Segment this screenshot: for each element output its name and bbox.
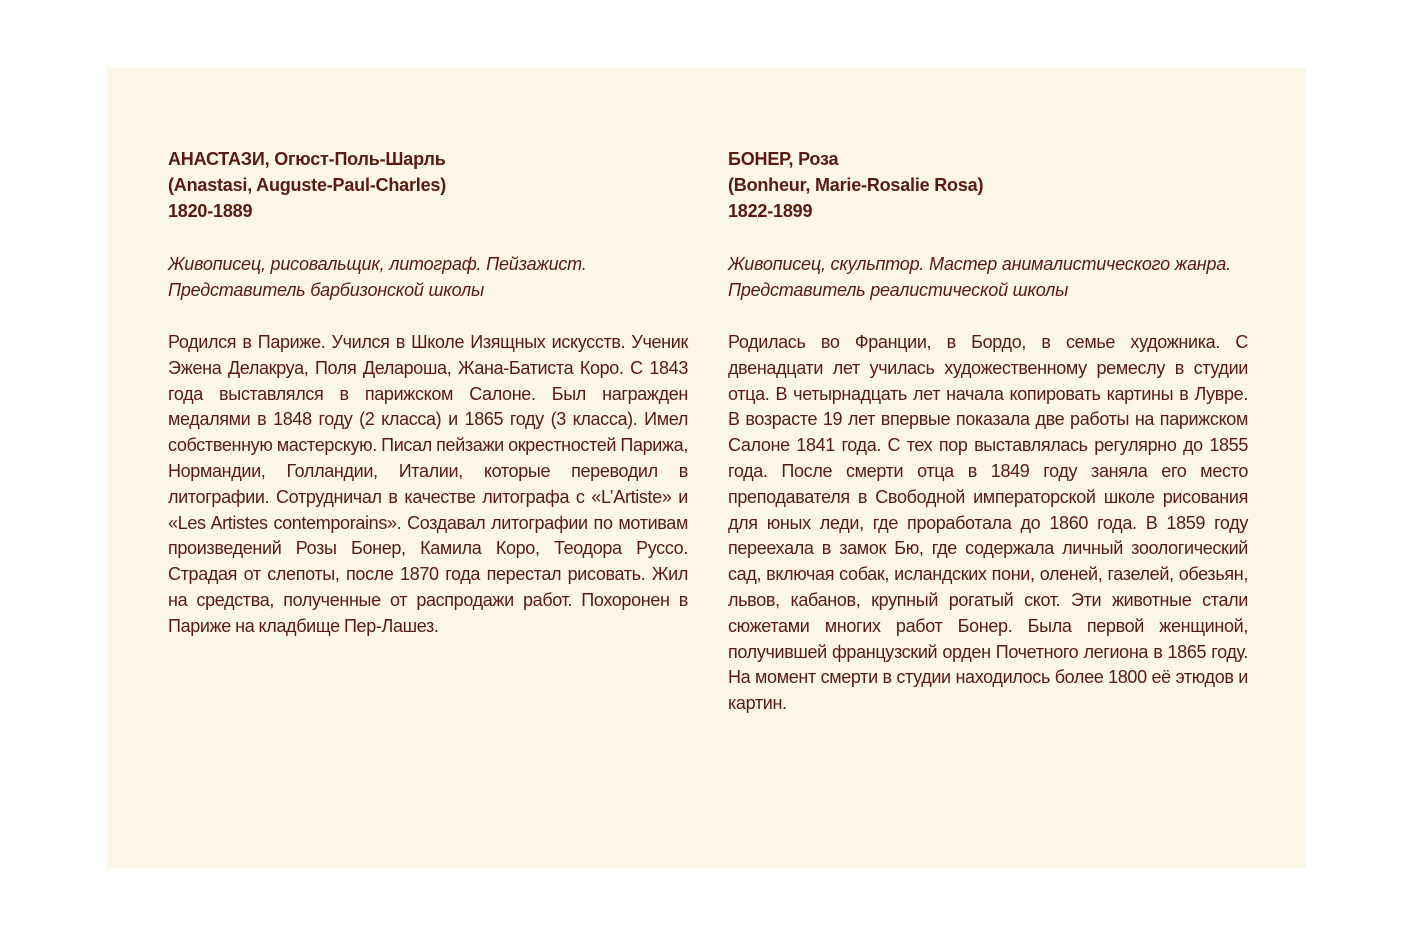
artist-entry-bonheur (728, 146, 1248, 717)
artist-years: 1820-1889 (168, 201, 253, 221)
artist-role-line-2: Представитель реалистической школы (728, 280, 1069, 300)
artist-years: 1822-1899 (728, 201, 813, 221)
artist-role-line-1: Живописец, рисовальщик, литограф. Пейзажист. (168, 254, 587, 274)
artist-role-line-1: Живописец, скульптор. Мастер анималистического жанра. (728, 254, 1231, 274)
artist-latin-name: (Anastasi, Auguste-Paul-Charles) (168, 175, 446, 195)
artist-heading (728, 146, 1248, 224)
artist-role (728, 251, 1248, 303)
artist-heading (168, 146, 688, 224)
artist-role (168, 251, 688, 303)
artist-role-line-2: Представитель барбизонской школы (168, 280, 484, 300)
artist-entry-anastasi (168, 146, 688, 640)
artist-given-name: Роза (798, 149, 839, 169)
artist-biography: Родилась во Франции, в Бордо, в семье художника. С двенадцати лет училась художественному ремеслу в студии отца. В четырнадцать лет начала копировать картины в Лувре. В возрасте 19 лет впервые показала две работы на парижском Салоне 1841 года. С тех пор выставлялась регулярно до 1855 года. После смерти отца в 1849 году заняла его место преподавателя в Свободной императорской школе рисования для юных леди, где проработала до 1860 года. В 1859 году переехала в замок Бю, где содержала личный зоологический сад, включая собак, исландских пони, оленей, газелей, обезьян, львов, кабанов, крупный рогатый скот. Эти животные стали сюжетами многих работ Бонер. Была первой женщиной, получившей французский орден Почетного легиона в 1865 году. На момент смерти в студии находилось более 1800 её этюдов и картин. (728, 332, 1248, 714)
artist-latin-name: (Bonheur, Marie-Rosalie Rosa) (728, 175, 984, 195)
document-page (107, 68, 1306, 868)
artist-biography: Родился в Париже. Учился в Школе Изящных искусств. Ученик Эжена Делакруа, Поля Делароша, Жана-Батиста Коро. С 1843 года выставлялся в парижском Салоне. Был награжден медалями в 1848 году (2 класса) и 1865 году (3 класса). Имел собственную мастерскую. Писал пейзажи окрестностей Парижа, Нормандии, Голландии, Италии, которые переводил в литографии. Сотрудничал в качестве литографа с «L’Artiste» и «Les Artistes contemporains». Создавал литографии по мотивам произведений Розы Бонер, Камила Коро, Теодора Руссо. Страдая от слепоты, после 1870 года перестал рисовать. Жил на средства, полученные от распродажи работ. Похоронен в Париже на кладбище Пер-Лашез. (168, 332, 688, 636)
artist-surname: БОНЕР, (728, 149, 794, 169)
artist-given-name: Огюст-Поль-Шарль (274, 149, 446, 169)
artist-surname: АНАСТАЗИ, (168, 149, 270, 169)
